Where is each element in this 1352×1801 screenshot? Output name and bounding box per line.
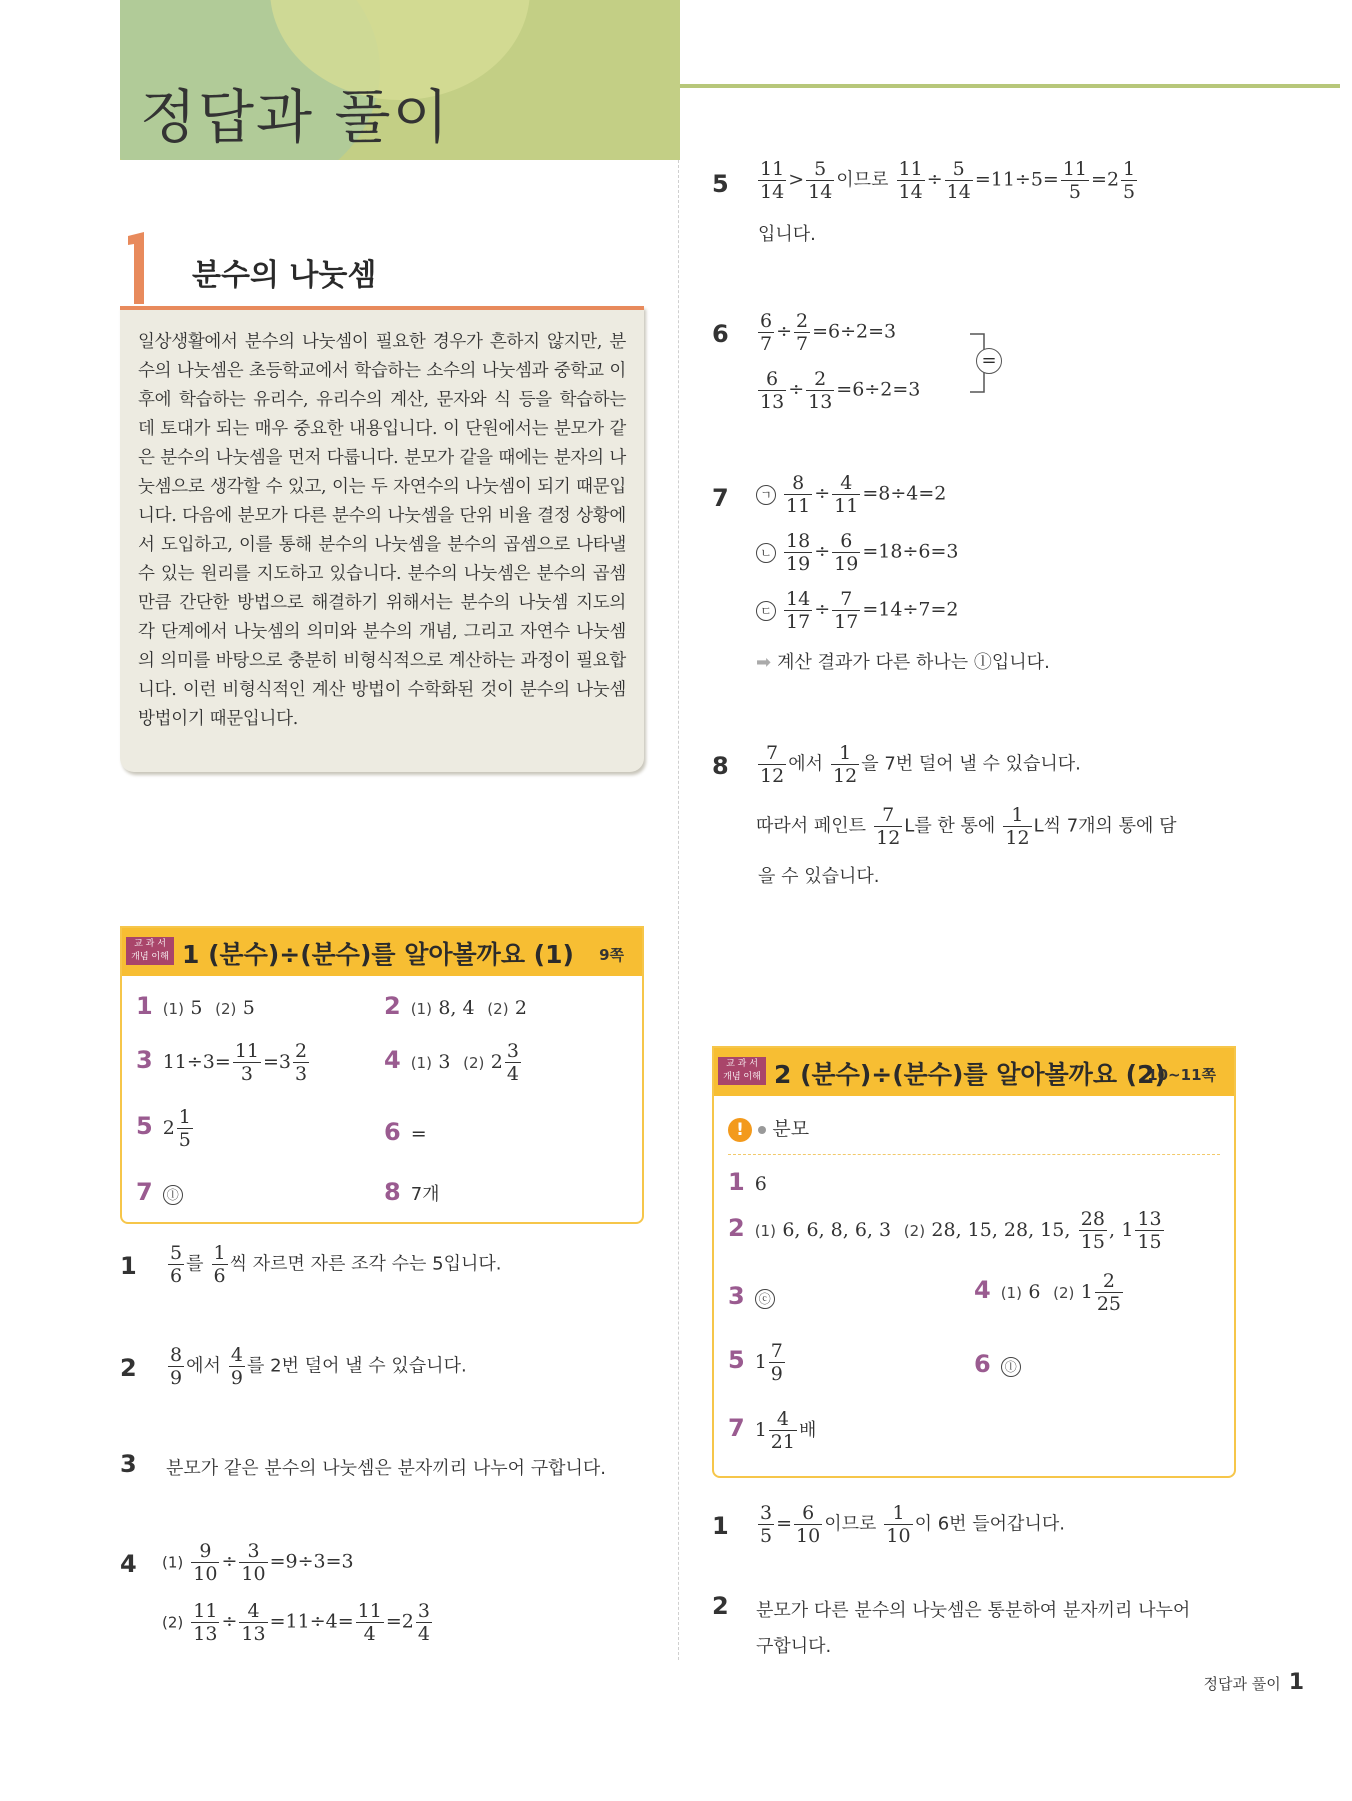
concept-box-title: 2 (분수)÷(분수)를 알아볼까요 (2) [774, 1060, 1166, 1089]
solution-8-line-2: 따라서 페인트 $\frac{7}{12}$ L를 한 통에 $\frac{1}{12}$ L씩 7개의 통에 담 [756, 804, 1177, 849]
concept-box-title: 1 (분수)÷(분수)를 알아볼까요 (1) [182, 940, 574, 969]
solution-6-line-1: $\frac{6}{7}$ ÷ $\frac{2}{7}$ =6÷2=3 [760, 310, 897, 355]
answer-7: 7 1 $\frac{4}{21}$ 배 [728, 1408, 817, 1453]
answer-1: 1 (1) 5 (2) 5 [136, 992, 255, 1020]
answer-4: 4 (1) 6 (2) 1 $\frac{2}{25}$ [974, 1270, 1122, 1315]
answer-4: 4 (1) 3 (2) 2 $\frac{3}{4}$ [384, 1040, 519, 1085]
concept-box-header [714, 1048, 1234, 1096]
hint-divider [728, 1154, 1220, 1155]
answer-8: 8 7개 [384, 1178, 440, 1206]
chapter-intro-text: 일상생활에서 분수의 나눗셈이 필요한 경우가 흔하지 않지만, 분수의 나눗셈은 초등학교에서 학습하는 소수의 나눗셈과 중학교 이후에 학습하는 유리수, 유리수의 계산, 문자와 식 등을 학습하는 데 토대가 되는 매우 중요한 내용입니다. 이 단원에서는 분모가 같은 분수의 나눗셈을 먼저 다룹니다. 분모가 같을 때에는 분자의 나눗셈으로 생각할 수 있고, 이는 두 자연수의 나눗셈이 되기 때문입니다. 다음에 분모가 다른 분수의 나눗셈을 단위 비율 결정 상황에서 도입하고, 이를 통해 분수의 나눗셈을 분수의 곱셈으로 나타낼 수 있는 원리를 지도하고 있습니다. 분수의 나눗셈은 분수의 곱셈만큼 간단한 방법으로 해결하기 위해서는 분수의 나눗셈 지도의 각 단계에서 나눗셈의 의미와 분수의 개념, 그리고 자연수 나눗셈의 의미를 바탕으로 충분히 비형식적으로 계산하는 과정이 필요합니다. 이런 비형식적인 계산 방법이 수학화된 것이 분수의 나눗셈 방법이기 때문입니다. [138, 332, 626, 729]
answer-6: 6 ⓛ [974, 1350, 1021, 1378]
solution-number: 4 [120, 1550, 137, 1578]
solution-number: 8 [712, 752, 729, 780]
solution-5: $\frac{11}{14}$ > $\frac{5}{14}$ 이므로 $\frac{11}{14}$ ÷ $\frac{5}{14}$ =11÷5= $\frac{11}{5}$ =2 $\frac{1}{5}$ [760, 158, 1136, 203]
solution-5-end: 입니다. [758, 224, 816, 245]
solution-number: 5 [712, 170, 729, 198]
page-footer: 정답과 풀이 1 [1203, 1670, 1304, 1695]
concept-box-page: 10~11쪽 [1147, 1066, 1216, 1084]
page-number: 1 [1288, 1670, 1304, 1695]
solution-number: 3 [120, 1450, 137, 1478]
concept-box-2 [712, 1046, 1236, 1478]
concept-box-1 [120, 926, 644, 1224]
solution-r2-line-2: 구합니다. [756, 1636, 832, 1657]
solution-number: 1 [712, 1512, 729, 1540]
chapter-intro-box [120, 306, 644, 772]
solution-number: 7 [712, 484, 729, 512]
answer-5: 5 1 $\frac{7}{9}$ [728, 1340, 783, 1385]
solution-8-line-3: 을 수 있습니다. [758, 866, 880, 887]
answer-2: 2 (1) 6, 6, 8, 6, 3 (2) 28, 15, 28, 15, $\frac{28}{15}$ , 1 $\frac{13}{15}$ [728, 1208, 1162, 1253]
equals-circle: = [976, 348, 1002, 374]
answer-7: 7 ⓛ [136, 1178, 183, 1206]
arrow-right-icon: ➡ [756, 652, 772, 673]
hint-row: ! 분모 [728, 1114, 809, 1142]
answer-3: 3 11÷3= $\frac{11}{3}$ =3 $\frac{2}{3}$ [136, 1040, 308, 1085]
solution-number: 1 [120, 1252, 137, 1280]
solution-7-line-3: ㄷ $\frac{14}{17}$ ÷ $\frac{7}{17}$ =14÷7=2 [756, 588, 958, 633]
concept-box-header [122, 928, 642, 976]
answer-2: 2 (1) 8, 4 (2) 2 [384, 992, 527, 1020]
chapter-title: 분수의 나눗셈 [192, 258, 377, 293]
solution-number: 6 [712, 320, 729, 348]
solution-r2-line-1: 분모가 다른 분수의 나눗셈은 통분하여 분자끼리 나누어 [756, 1600, 1191, 1621]
solution-1: $\frac{5}{6}$ 를 $\frac{1}{6}$ 씩 자르면 자른 조각 수는 5입니다. [170, 1242, 502, 1287]
column-divider [678, 160, 679, 1660]
circled-letter: ⓛ [163, 1185, 183, 1205]
solution-number: 2 [712, 1592, 729, 1620]
answer-6: 6 = [384, 1118, 427, 1146]
header-rule [680, 84, 1340, 88]
chapter-number-graphic [122, 228, 156, 310]
circled-letter: ⓛ [1001, 1357, 1021, 1377]
page-title: 정답과 풀이 [140, 83, 451, 151]
concept-box-page: 9쪽 [599, 946, 624, 964]
solution-2: $\frac{8}{9}$ 에서 $\frac{4}{9}$ 를 2번 덜어 낼 수 있습니다. [170, 1344, 467, 1389]
answer-5: 5 2 $\frac{1}{5}$ [136, 1106, 191, 1151]
solution-3: 분모가 같은 분수의 나눗셈은 분자끼리 나누어 구합니다. [166, 1458, 606, 1479]
alert-icon: ! [728, 1118, 752, 1142]
solution-7-line-2: ㄴ $\frac{18}{19}$ ÷ $\frac{6}{19}$ =18÷6=3 [756, 530, 958, 575]
solution-7-line-1: ㄱ $\frac{8}{11}$ ÷ $\frac{4}{11}$ =8÷4=2 [756, 472, 946, 517]
solution-4-line-2: (2) $\frac{11}{13}$ ÷ $\frac{4}{13}$ =11÷4= $\frac{11}{4}$ =2 $\frac{3}{4}$ [162, 1600, 430, 1645]
solution-7-conclusion: ➡ 계산 결과가 다른 하나는 ⓛ입니다. [756, 652, 1050, 673]
textbook-badge: 교 과 서 개념 이해 [718, 1057, 766, 1085]
solution-4-line-1: (1) $\frac{9}{10}$ ÷ $\frac{3}{10}$ =9÷3=3 [162, 1540, 354, 1585]
answer-3: 3 ⓒ [728, 1282, 775, 1310]
solution-6-line-2: $\frac{6}{13}$ ÷ $\frac{2}{13}$ =6÷2=3 [760, 368, 921, 413]
solution-number: 2 [120, 1354, 137, 1382]
answer-1: 1 6 [728, 1168, 767, 1196]
solution-8-line-1: $\frac{7}{12}$ 에서 $\frac{1}{12}$ 을 7번 덜어 낼 수 있습니다. [760, 742, 1081, 787]
textbook-badge: 교 과 서 개념 이해 [126, 937, 174, 965]
circled-letter: ⓒ [755, 1289, 775, 1309]
solution-r1: $\frac{3}{5}$ = $\frac{6}{10}$ 이므로 $\frac{1}{10}$ 이 6번 들어갑니다. [760, 1502, 1065, 1547]
